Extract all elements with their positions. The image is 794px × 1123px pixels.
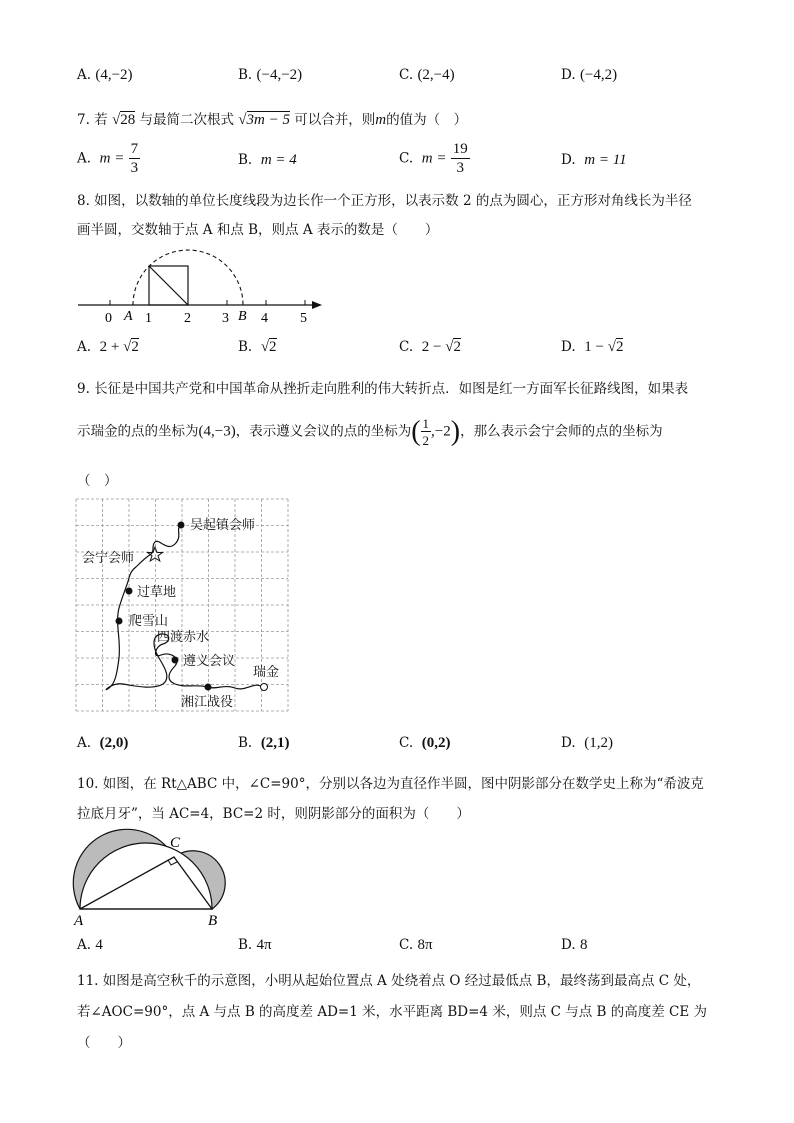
xueshan-dot [116,618,123,625]
q11-line3: （ ） [77,1035,131,1051]
q9-option-c[interactable]: C. (0,2) [399,735,451,751]
q7-option-c[interactable]: C. m = $\frac{19}{3}$ [399,141,468,176]
q9-line2: 示瑞金的点的坐标为(4,−3)，表示遵义会议的点的坐标为( $\frac{1}{2}$ ,−2)，那么表示会宁会师的点的坐标为 [77,416,663,448]
q10-hippocrates-lune-figure [72,827,252,931]
vertex-c-label: C [170,835,181,851]
label-caodi: 过草地 [137,584,177,599]
label-xiangjiang: 湘江战役 [181,694,234,709]
q8-line2: 画半圆，交数轴于点 A 和点 B，则点 A 表示的数是（ ） [77,222,439,238]
q7-stem: 7. 若 √28 与最简二次根式 √3m − 5 可以合并，则m的值为（ ） [77,112,468,128]
vertex-a-label: A [74,913,84,929]
q9-option-a[interactable]: A. (2,0) [77,735,129,751]
tick-label-0: 0 [105,311,112,326]
vertex-b-label: B [208,913,218,929]
q11-line2: 若∠AOC=90°，点 A 与点 B 的高度差 AD=1 米，水平距离 BD=4 米，则点 C 与点 B 的高度差 CE 为 [77,1004,707,1020]
q10-option-d[interactable]: D. 8 [561,937,588,953]
q7-option-a[interactable]: A. m = $\frac{7}{3}$ [77,141,139,176]
q10-line1: 10. 如图，在 Rt△ABC 中，∠C=90°，分别以各边为直径作半圆，图中阴影部分在数学史上称为“希波克 [77,776,704,792]
label-zunyi: 遵义会议 [183,653,236,668]
q8-option-b[interactable]: B. √2 [238,339,277,355]
label-ruijin: 瑞金 [253,664,280,679]
label-xueshan: 爬雪山 [129,613,169,628]
caodi-dot [126,588,133,595]
q8-number-line-figure [72,245,332,327]
q10-option-c[interactable]: C. 8π [399,937,433,953]
zunyi-dot [172,657,179,664]
q10-option-b[interactable]: B. 4π [238,937,272,953]
tick-label-1: 1 [145,311,152,326]
tick-label-5: 5 [300,311,307,326]
q9-option-d[interactable]: D. (1,2) [561,735,613,751]
q10-line2: 拉底月牙”，当 AC=4，BC=2 时，则阴影部分的面积为（ ） [77,806,470,822]
q8-option-a[interactable]: A. 2 + √2 [77,339,139,355]
tick-label-4: 4 [261,311,268,326]
q9-option-b[interactable]: B. (2,1) [238,735,290,751]
q10-option-a[interactable]: A. 4 [77,937,103,953]
q6-option-b[interactable]: B. (−4,−2) [238,67,303,83]
q8-option-d[interactable]: D. 1 − √2 [561,339,624,355]
tick-label-3: 3 [222,311,229,326]
label-chishui: 四渡赤水 [157,629,210,644]
sqrt-3m-5: √3m − 5 [238,112,290,128]
q9-line1: 9. 长征是中国共产党和中国革命从挫折走向胜利的伟大转折点．如图是红一方面军长征路线图，如果表 [77,381,689,397]
q7-option-d[interactable]: D. m = 11 [561,152,627,168]
q11-line1: 11. 如图是高空秋千的示意图，小明从起始位置点 A 处绕着点 O 经过最低点 B，最终荡到最高点 C 处， [77,973,701,989]
q6-option-d[interactable]: D. (−4,2) [561,67,618,83]
tick-label-2: 2 [184,311,191,326]
xiangjiang-dot [205,684,212,691]
square-diagonal [149,266,188,305]
huining-star-icon [148,547,163,561]
q8-line1: 8. 如图，以数轴的单位长度线段为边长作一个正方形，以表示数 2 的点为圆心，正方形对角线长为半径 [77,193,692,209]
q9-line3: （ ） [77,473,118,489]
label-wuqi: 吴起镇会师 [190,517,256,532]
label-huining: 会宁会师 [82,550,135,565]
axis-arrow [312,301,322,309]
q6-option-c[interactable]: C. (2,−4) [399,67,455,83]
point-b-label: B [238,309,247,324]
q7-option-b[interactable]: B. m = 4 [238,152,297,168]
ruijin-marker [261,684,268,691]
map-grid [76,499,288,711]
sqrt-28: √28 [111,112,136,128]
point-a-label: A [124,309,133,324]
q9-long-march-map [75,498,291,716]
wuqi-dot [178,522,185,529]
q8-option-c[interactable]: C. 2 − √2 [399,339,461,355]
q6-option-a[interactable]: A. (4,−2) [77,67,133,83]
